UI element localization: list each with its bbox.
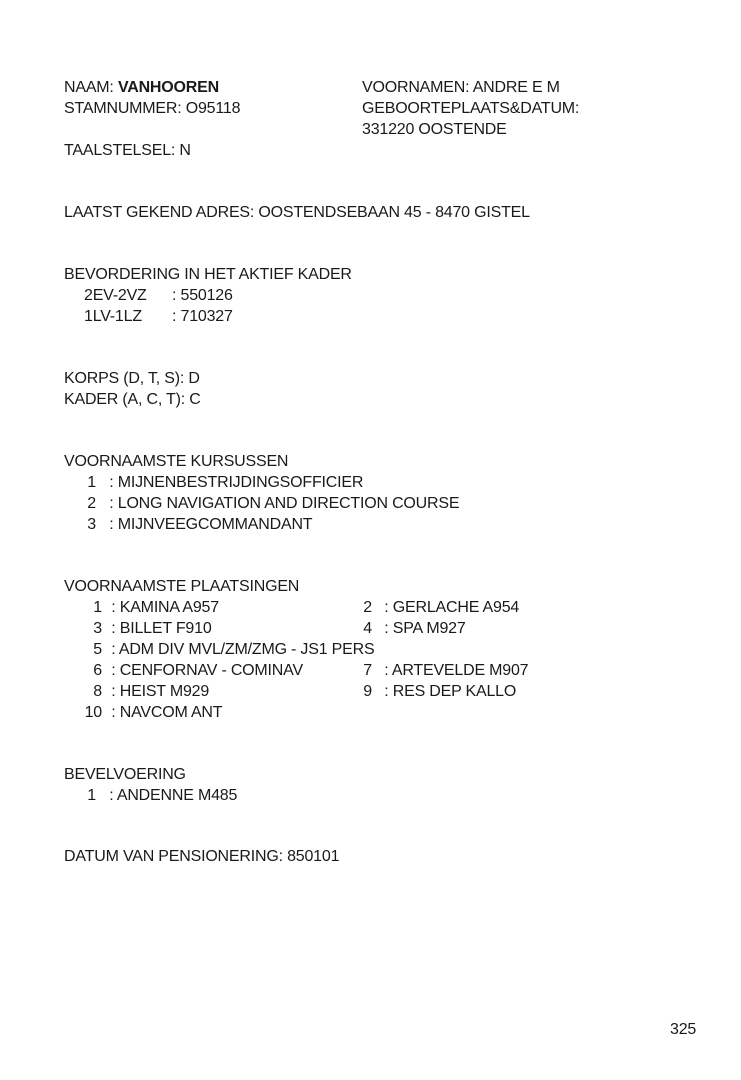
plaatsing-item: [356, 618, 466, 639]
plaatsing-number: 5: [93, 641, 102, 658]
naam-line: [64, 77, 219, 98]
bevordering-rank: 2EV-2VZ: [84, 287, 147, 304]
bevelvoering-number: 1: [87, 787, 96, 804]
naam-value: VANHOOREN: [117, 79, 219, 96]
plaatsing-item: [356, 681, 516, 702]
kursussen-title: VOORNAAMSTE KURSUSSEN: [64, 453, 289, 470]
bevelvoering-item: [84, 785, 237, 806]
taalstelsel: TAALSTELSEL: N: [64, 142, 191, 159]
plaatsing-item: [84, 639, 374, 660]
bevordering-title: BEVORDERING IN HET AKTIEF KADER: [64, 266, 352, 283]
plaatsing-number: 9: [363, 683, 372, 700]
kursus-text: : MIJNVEEGCOMMANDANT: [109, 516, 313, 533]
plaatsingen-title: VOORNAAMSTE PLAATSINGEN: [64, 578, 300, 595]
plaatsing-number: 8: [93, 683, 102, 700]
bevordering-rank: 1LV-1LZ: [84, 308, 142, 325]
bevelvoering-title: BEVELVOERING: [64, 766, 186, 783]
kursus-item: [84, 472, 363, 493]
kursus-text: : LONG NAVIGATION AND DIRECTION COURSE: [109, 495, 460, 512]
plaatsing-item: [356, 660, 528, 681]
korps: KORPS (D, T, S): D: [64, 370, 200, 387]
plaatsing-item: [84, 618, 212, 639]
kader: KADER (A, C, T): C: [64, 391, 201, 408]
geboorte-label: GEBOORTEPLAATS&DATUM:: [362, 100, 580, 117]
bevordering-date: : 550126: [172, 287, 233, 304]
plaatsing-text: : HEIST M929: [111, 683, 210, 700]
plaatsing-text: : SPA M927: [384, 620, 466, 637]
kursus-number: 3: [87, 516, 96, 533]
pensionering: DATUM VAN PENSIONERING: 850101: [64, 848, 340, 865]
bevordering-date: : 710327: [172, 308, 233, 325]
kursus-number: 1: [87, 474, 96, 491]
plaatsing-item: [84, 702, 222, 723]
plaatsing-number: 6: [93, 662, 102, 679]
plaatsing-text: : BILLET F910: [111, 620, 212, 637]
plaatsing-item: [84, 597, 219, 618]
plaatsing-number: 10: [84, 704, 102, 721]
plaatsing-text: : ADM DIV MVL/ZM/ZMG - JS1 PERS: [111, 641, 375, 658]
kursus-item: [84, 493, 459, 514]
bevelvoering-text: : ANDENNE M485: [109, 787, 238, 804]
page-number: 325: [670, 1021, 697, 1038]
plaatsing-text: : CENFORNAV - COMINAV: [111, 662, 303, 679]
stamnummer: STAMNUMMER: O95118: [64, 100, 241, 117]
plaatsing-number: 1: [93, 599, 102, 616]
plaatsing-item: [84, 681, 209, 702]
voornamen: VOORNAMEN: ANDRE E M: [362, 79, 560, 96]
plaatsing-number: 2: [363, 599, 372, 616]
plaatsing-text: : NAVCOM ANT: [111, 704, 223, 721]
adres: LAATST GEKEND ADRES: OOSTENDSEBAAN 45 - 8470 GISTEL: [64, 204, 530, 221]
bevordering-row: [84, 306, 233, 327]
plaatsing-text: : GERLACHE A954: [384, 599, 520, 616]
plaatsing-item: [84, 660, 303, 681]
plaatsing-text: : RES DEP KALLO: [384, 683, 517, 700]
plaatsing-text: : KAMINA A957: [111, 599, 219, 616]
geboorte-value: 331220 OOSTENDE: [362, 121, 507, 138]
plaatsing-number: 3: [93, 620, 102, 637]
plaatsing-text: : ARTEVELDE M907: [384, 662, 529, 679]
plaatsing-item: [356, 597, 519, 618]
kursus-text: : MIJNENBESTRIJDINGSOFFICIER: [109, 474, 364, 491]
plaatsing-number: 4: [363, 620, 372, 637]
kursus-number: 2: [87, 495, 96, 512]
plaatsing-number: 7: [363, 662, 372, 679]
bevordering-row: [84, 285, 233, 306]
kursus-item: [84, 514, 312, 535]
naam-label: NAAM:: [64, 79, 114, 96]
